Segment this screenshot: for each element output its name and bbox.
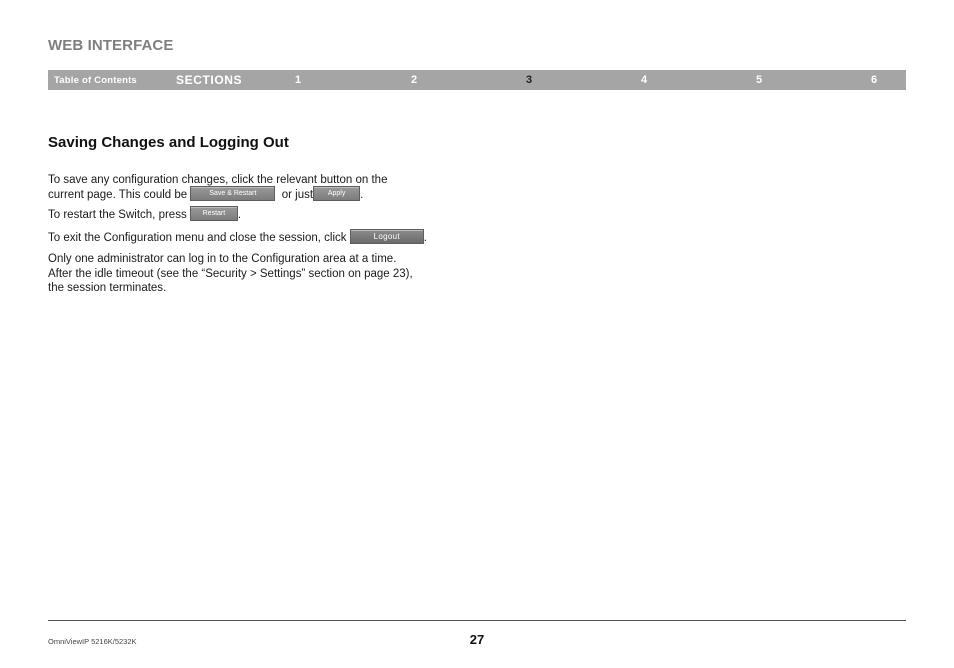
nav-section-1-link[interactable]: 1 xyxy=(294,74,302,86)
nav-section-3-link[interactable]: 3 xyxy=(525,74,533,86)
section-nav-bar xyxy=(48,70,906,90)
nav-section-5-link[interactable]: 5 xyxy=(755,74,763,86)
section-heading: Saving Changes and Logging Out xyxy=(48,134,289,151)
nav-section-6-link[interactable]: 6 xyxy=(870,74,878,86)
text-fragment: current page. This could be xyxy=(48,188,188,201)
page-header-title: WEB INTERFACE xyxy=(48,37,174,54)
logout-button-image: Logout xyxy=(350,229,424,244)
text-line: Only one administrator can log in to the Configuration area at a time. xyxy=(48,253,397,265)
logout-paragraph xyxy=(48,231,488,246)
text-line: To save any configuration changes, click the relevant button on the xyxy=(48,174,388,186)
text-fragment: . xyxy=(423,232,427,244)
text-fragment: . xyxy=(237,209,242,221)
text-fragment: or just xyxy=(281,188,314,201)
text-line: the session terminates. xyxy=(48,282,167,294)
text-fragment: . xyxy=(360,188,364,201)
nav-table-of-contents-link[interactable]: Table of Contents xyxy=(54,75,137,86)
nav-section-4-link[interactable]: 4 xyxy=(640,74,648,86)
text-fragment: To exit the Configuration menu and close the session, click xyxy=(48,232,347,244)
text-line: After the idle timeout (see the “Security > Settings” section on page 23), xyxy=(48,267,413,280)
save-restart-button-image: Save & Restart xyxy=(190,186,275,201)
apply-button-image: Apply xyxy=(313,186,360,201)
restart-paragraph xyxy=(48,208,488,223)
text-fragment: To restart the Switch, press xyxy=(48,209,187,221)
page-number: 27 xyxy=(469,632,485,647)
save-changes-paragraph xyxy=(48,173,488,202)
admin-session-paragraph xyxy=(48,252,488,296)
restart-button-image: Restart xyxy=(190,206,238,221)
nav-section-2-link[interactable]: 2 xyxy=(410,74,418,86)
footer-divider xyxy=(48,620,906,621)
nav-sections-label: SECTIONS xyxy=(176,73,243,87)
footer-product-name: OmniViewIP 5216K/5232K xyxy=(48,637,137,646)
